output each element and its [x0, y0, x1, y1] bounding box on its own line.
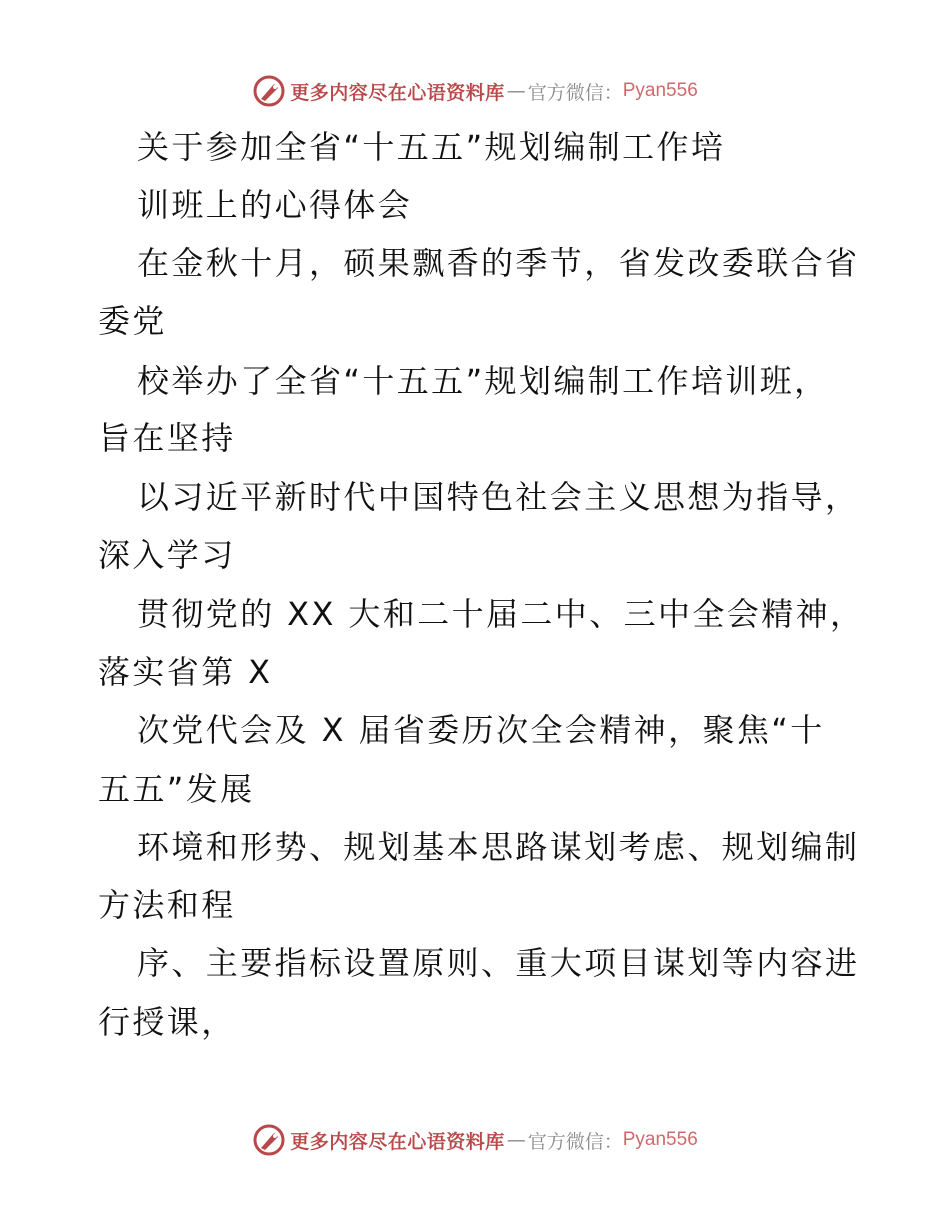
- document-title-line-2: 训班上的心得体会: [137, 186, 413, 224]
- paragraph-line: 旨在坚持: [98, 419, 236, 457]
- header-banner: [0, 71, 950, 111]
- pen-nib-logo-icon: [252, 74, 286, 108]
- paragraph-line: 在金秋十月，硕果飘香的季节，省发改委联合省: [137, 244, 860, 282]
- paragraph-line: 以习近平新时代中国特色社会主义思想为指导，: [137, 478, 860, 516]
- paragraph-line: 校举办了全省“十五五”规划编制工作培训班，: [137, 362, 829, 400]
- banner-dash: —: [506, 1129, 526, 1151]
- banner-wechat-handle: Pyan556: [622, 80, 698, 101]
- paragraph-line: 行授课，: [98, 1003, 236, 1041]
- banner-wechat-handle: Pyan556: [622, 1129, 698, 1150]
- banner-contact-label: 官方微信：: [527, 1130, 623, 1153]
- banner-contact-label: 官方微信：: [527, 81, 623, 104]
- paragraph-line: 环境和形势、规划基本思路谋划考虑、规划编制: [137, 828, 860, 866]
- banner-dash: —: [506, 80, 526, 102]
- footer-banner: [0, 1120, 950, 1160]
- paragraph-line: 贯彻党的 XX 大和二十届二中、三中全会精神，: [137, 595, 865, 633]
- paragraph-line: 委党: [98, 302, 167, 340]
- paragraph-line: 五五”发展: [98, 770, 255, 808]
- document-title-line-1: 关于参加全省“十五五”规划编制工作培: [137, 128, 726, 166]
- pen-nib-logo-icon: [252, 1123, 286, 1157]
- paragraph-line: 次党代会及 X 届省委历次全会精神，聚焦“十: [137, 711, 825, 749]
- banner-site-name: 更多内容尽在心语资料库: [290, 1130, 505, 1153]
- banner-site-name: 更多内容尽在心语资料库: [290, 81, 505, 104]
- paragraph-line: 方法和程: [98, 886, 236, 924]
- paragraph-line: 序、主要指标设置原则、重大项目谋划等内容进: [137, 944, 860, 982]
- paragraph-line: 深入学习: [98, 536, 236, 574]
- paragraph-line: 落实省第 X: [98, 653, 273, 691]
